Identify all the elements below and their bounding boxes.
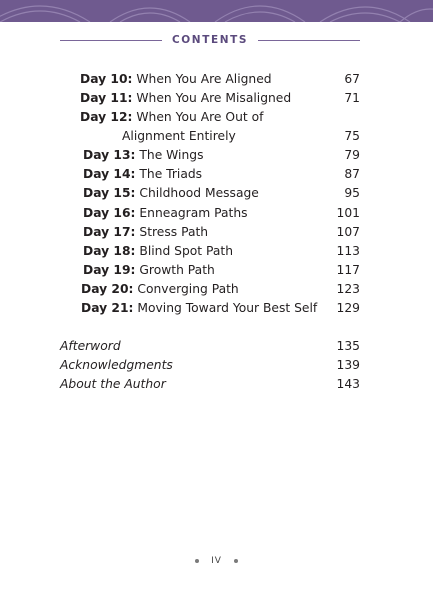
toc-entry[interactable] — [83, 146, 360, 164]
toc-page-number: 123 — [336, 282, 360, 296]
toc-entry[interactable] — [83, 223, 360, 241]
toc-entry-title: The Triads — [139, 167, 203, 181]
toc-entry[interactable] — [83, 204, 360, 222]
toc-day-label: Day 20: — [81, 282, 134, 296]
toc-entry-title: The Wings — [139, 148, 204, 162]
toc-entry-title: Blind Spot Path — [139, 244, 234, 258]
toc-day-label: Day 18: — [83, 244, 136, 258]
toc-day-label: Day 14: — [83, 167, 136, 181]
toc-page-number: 95 — [344, 186, 360, 200]
toc-entry-title: Afterword — [60, 339, 121, 353]
toc-page-number: 79 — [344, 148, 360, 162]
toc-entry[interactable] — [80, 108, 360, 126]
toc-page-number: 75 — [344, 129, 360, 143]
toc-day-label: Day 10: — [80, 72, 133, 86]
toc-day-label: Day 11: — [80, 91, 133, 105]
toc-page-number: 113 — [336, 244, 360, 258]
toc-back-matter-entry[interactable] — [60, 375, 360, 393]
toc-entry[interactable] — [83, 242, 360, 260]
toc-entry[interactable] — [83, 165, 360, 183]
toc-entry-title: Moving Toward Your Best Self — [137, 301, 318, 315]
toc-day-label: Day 15: — [83, 186, 136, 200]
toc-entry[interactable] — [83, 184, 360, 202]
toc-entry-title: Childhood Message — [139, 186, 259, 200]
folio-dot-left — [195, 559, 199, 563]
toc-entry-title: Converging Path — [137, 282, 239, 296]
toc-entry-continuation[interactable] — [122, 127, 360, 145]
toc-page-number: 87 — [344, 167, 360, 181]
toc-day-label: Day 17: — [83, 225, 136, 239]
toc-entry[interactable] — [81, 280, 360, 298]
toc-page-number: 67 — [344, 72, 360, 86]
toc-entry-title: When You Are Aligned — [136, 72, 272, 86]
toc-day-label: Day 12: — [80, 110, 133, 124]
toc-entry-title: About the Author — [60, 377, 166, 391]
toc-entry[interactable] — [80, 89, 360, 107]
toc-back-matter-entry[interactable] — [60, 356, 360, 374]
folio-page-number: IV — [211, 556, 222, 566]
header-rule-left — [60, 40, 162, 41]
toc-page-number: 135 — [336, 339, 360, 353]
page-folio — [0, 556, 433, 566]
toc-page-number: 71 — [344, 91, 360, 105]
toc-day-label: Day 16: — [83, 206, 136, 220]
toc-page-number: 139 — [336, 358, 360, 372]
decorative-header-band — [0, 0, 433, 22]
contents-header — [60, 33, 360, 47]
toc-page-number: 129 — [336, 301, 360, 315]
toc-page-number: 143 — [336, 377, 360, 391]
toc-day-label: Day 13: — [83, 148, 136, 162]
toc-day-label: Day 21: — [81, 301, 134, 315]
toc-page-number: 101 — [336, 206, 360, 220]
pattern-graphic — [0, 0, 433, 22]
toc-entry-title: When You Are Out of — [136, 110, 264, 124]
toc-entry[interactable] — [83, 261, 360, 279]
header-rule-right — [258, 40, 360, 41]
toc-entry-title: Acknowledgments — [60, 358, 173, 372]
toc-page-number: 107 — [336, 225, 360, 239]
toc-entry-title: Enneagram Paths — [139, 206, 248, 220]
toc-entry[interactable] — [80, 70, 360, 88]
contents-title: CONTENTS — [171, 34, 249, 46]
toc-entry[interactable] — [81, 299, 360, 317]
toc-entry-title: Stress Path — [139, 225, 209, 239]
toc-page-number: 117 — [336, 263, 360, 277]
toc-entry-title: Alignment Entirely — [122, 129, 236, 143]
toc-back-matter-entry[interactable] — [60, 337, 360, 355]
toc-entry-title: Growth Path — [139, 263, 215, 277]
folio-dot-right — [234, 559, 238, 563]
toc-entry-title: When You Are Misaligned — [136, 91, 292, 105]
toc-day-label: Day 19: — [83, 263, 136, 277]
